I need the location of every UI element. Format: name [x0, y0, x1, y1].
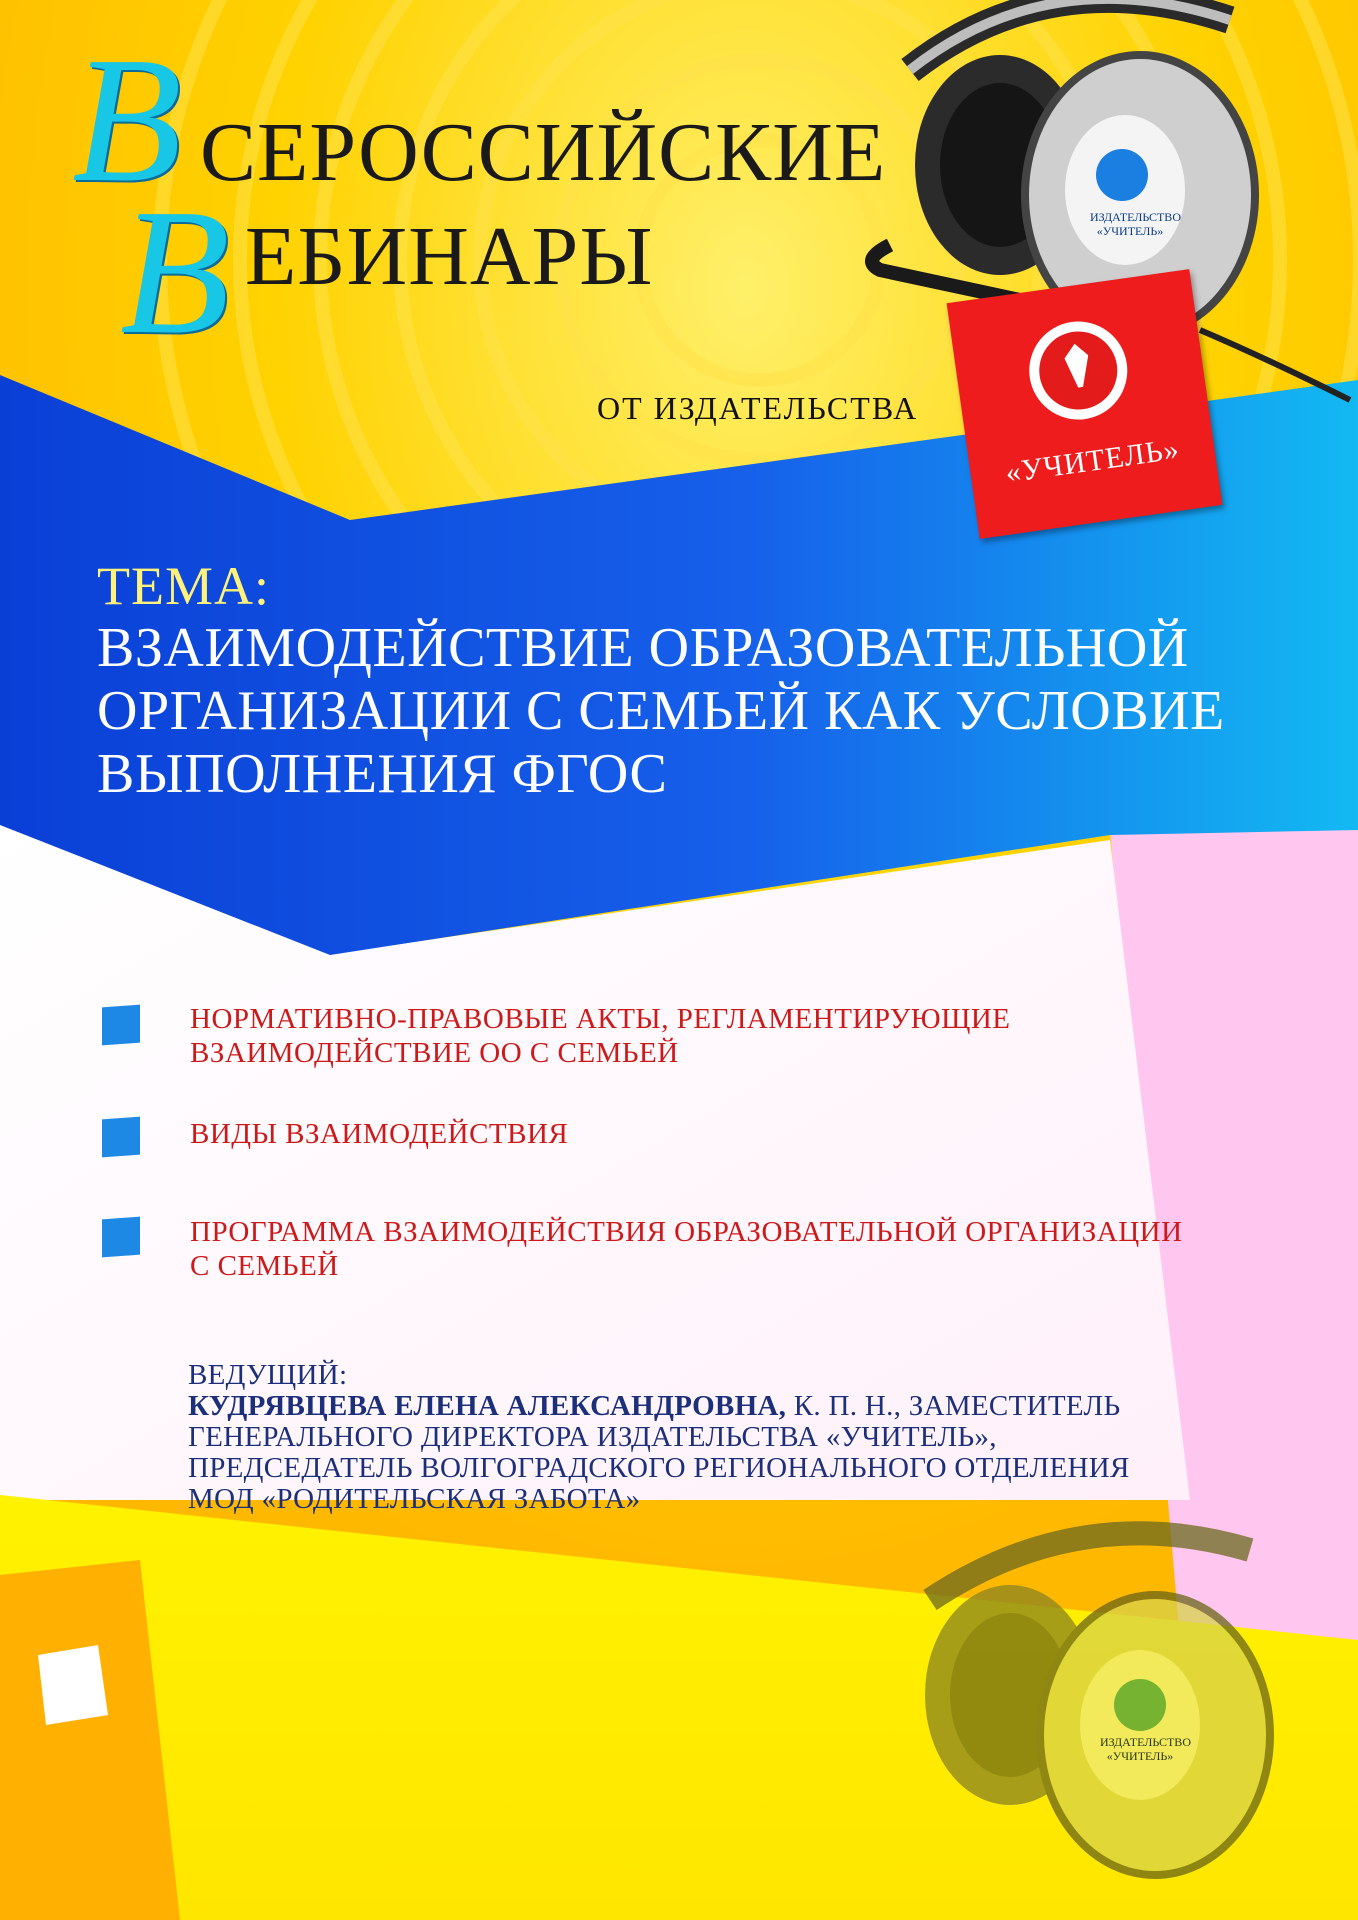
logo-text: «УЧИТЕЛЬ»	[1003, 432, 1182, 490]
from-publisher-label: ОТ ИЗДАТЕЛЬСТВА	[597, 390, 919, 426]
bullet-item-3	[190, 1215, 1280, 1283]
bullet-marker-1	[102, 1005, 140, 1046]
bullet-item-2-line-1: ВИДЫ ВЗАИМОДЕЙСТВИЯ	[190, 1118, 569, 1150]
headset-label-top	[1090, 210, 1181, 238]
bullet-item-1-line-1: НОРМАТИВНО-ПРАВОВЫЕ АКТЫ, РЕГЛАМЕНТИРУЮЩИЕ	[190, 1003, 1011, 1035]
logo-emblem-icon	[1023, 315, 1134, 426]
presenter-credentials: К. П. Н., ЗАМЕСТИТЕЛЬ	[786, 1390, 1121, 1422]
headset-label-bottom	[1100, 1735, 1191, 1763]
topic-label: ТЕМА:	[97, 556, 270, 616]
publisher-logo	[947, 269, 1223, 539]
bullet-item-3-line-2: С СЕМЬЕЙ	[190, 1250, 339, 1282]
bullet-item-1	[190, 1002, 1280, 1070]
presenter-line-2: ГЕНЕРАЛЬНОГО ДИРЕКТОРА ИЗДАТЕЛЬСТВА «УЧИТЕЛЬ»,	[188, 1421, 997, 1453]
headset-image-bottom	[890, 1520, 1358, 1920]
bullet-marker-3	[102, 1217, 140, 1258]
title-initial-2: В	[120, 172, 230, 371]
headset-label-bottom-line1: ИЗДАТЕЛЬСТВО	[1100, 1735, 1191, 1749]
title-initial-1: В	[72, 20, 182, 219]
topic-line-3: ВЫПОЛНЕНИЯ ФГОС	[97, 743, 668, 805]
bullet-item-3-line-1: ПРОГРАММА ВЗАИМОДЕЙСТВИЯ ОБРАЗОВАТЕЛЬНОЙ ОРГАНИЗАЦИИ	[190, 1216, 1183, 1248]
topic-line-2: ОРГАНИЗАЦИИ С СЕМЬЕЙ КАК УСЛОВИЕ	[97, 680, 1225, 742]
topic-line-1: ВЗАИМОДЕЙСТВИЕ ОБРАЗОВАТЕЛЬНОЙ	[97, 617, 1189, 679]
title-line-2: ЕБИНАРЫ	[245, 210, 654, 303]
headset-label-line2: «УЧИТЕЛЬ»	[1096, 224, 1164, 238]
presenter-line-1	[188, 1391, 1238, 1422]
presenter-line-3: ПРЕДСЕДАТЕЛЬ ВОЛГОГРАДСКОГО РЕГИОНАЛЬНОГО ОТДЕЛЕНИЯ	[188, 1452, 1130, 1484]
bullet-marker-2	[102, 1117, 140, 1158]
presenter-label: ВЕДУЩИЙ:	[188, 1359, 348, 1391]
headset-label-bottom-line2: «УЧИТЕЛЬ»	[1106, 1749, 1174, 1763]
bullet-item-1-line-2: ВЗАИМОДЕЙСТВИЕ ОО С СЕМЬЕЙ	[190, 1037, 679, 1069]
bullet-item-2	[190, 1117, 1280, 1151]
presenter-line-4: МОД «РОДИТЕЛЬСКАЯ ЗАБОТА»	[188, 1483, 641, 1515]
title-line-1: СЕРОССИЙСКИЕ	[200, 106, 887, 199]
headset-label-line1: ИЗДАТЕЛЬСТВО	[1090, 210, 1181, 224]
presenter-block	[188, 1360, 1238, 1515]
presenter-name: КУДРЯВЦЕВА ЕЛЕНА АЛЕКСАНДРОВНА,	[188, 1390, 787, 1422]
